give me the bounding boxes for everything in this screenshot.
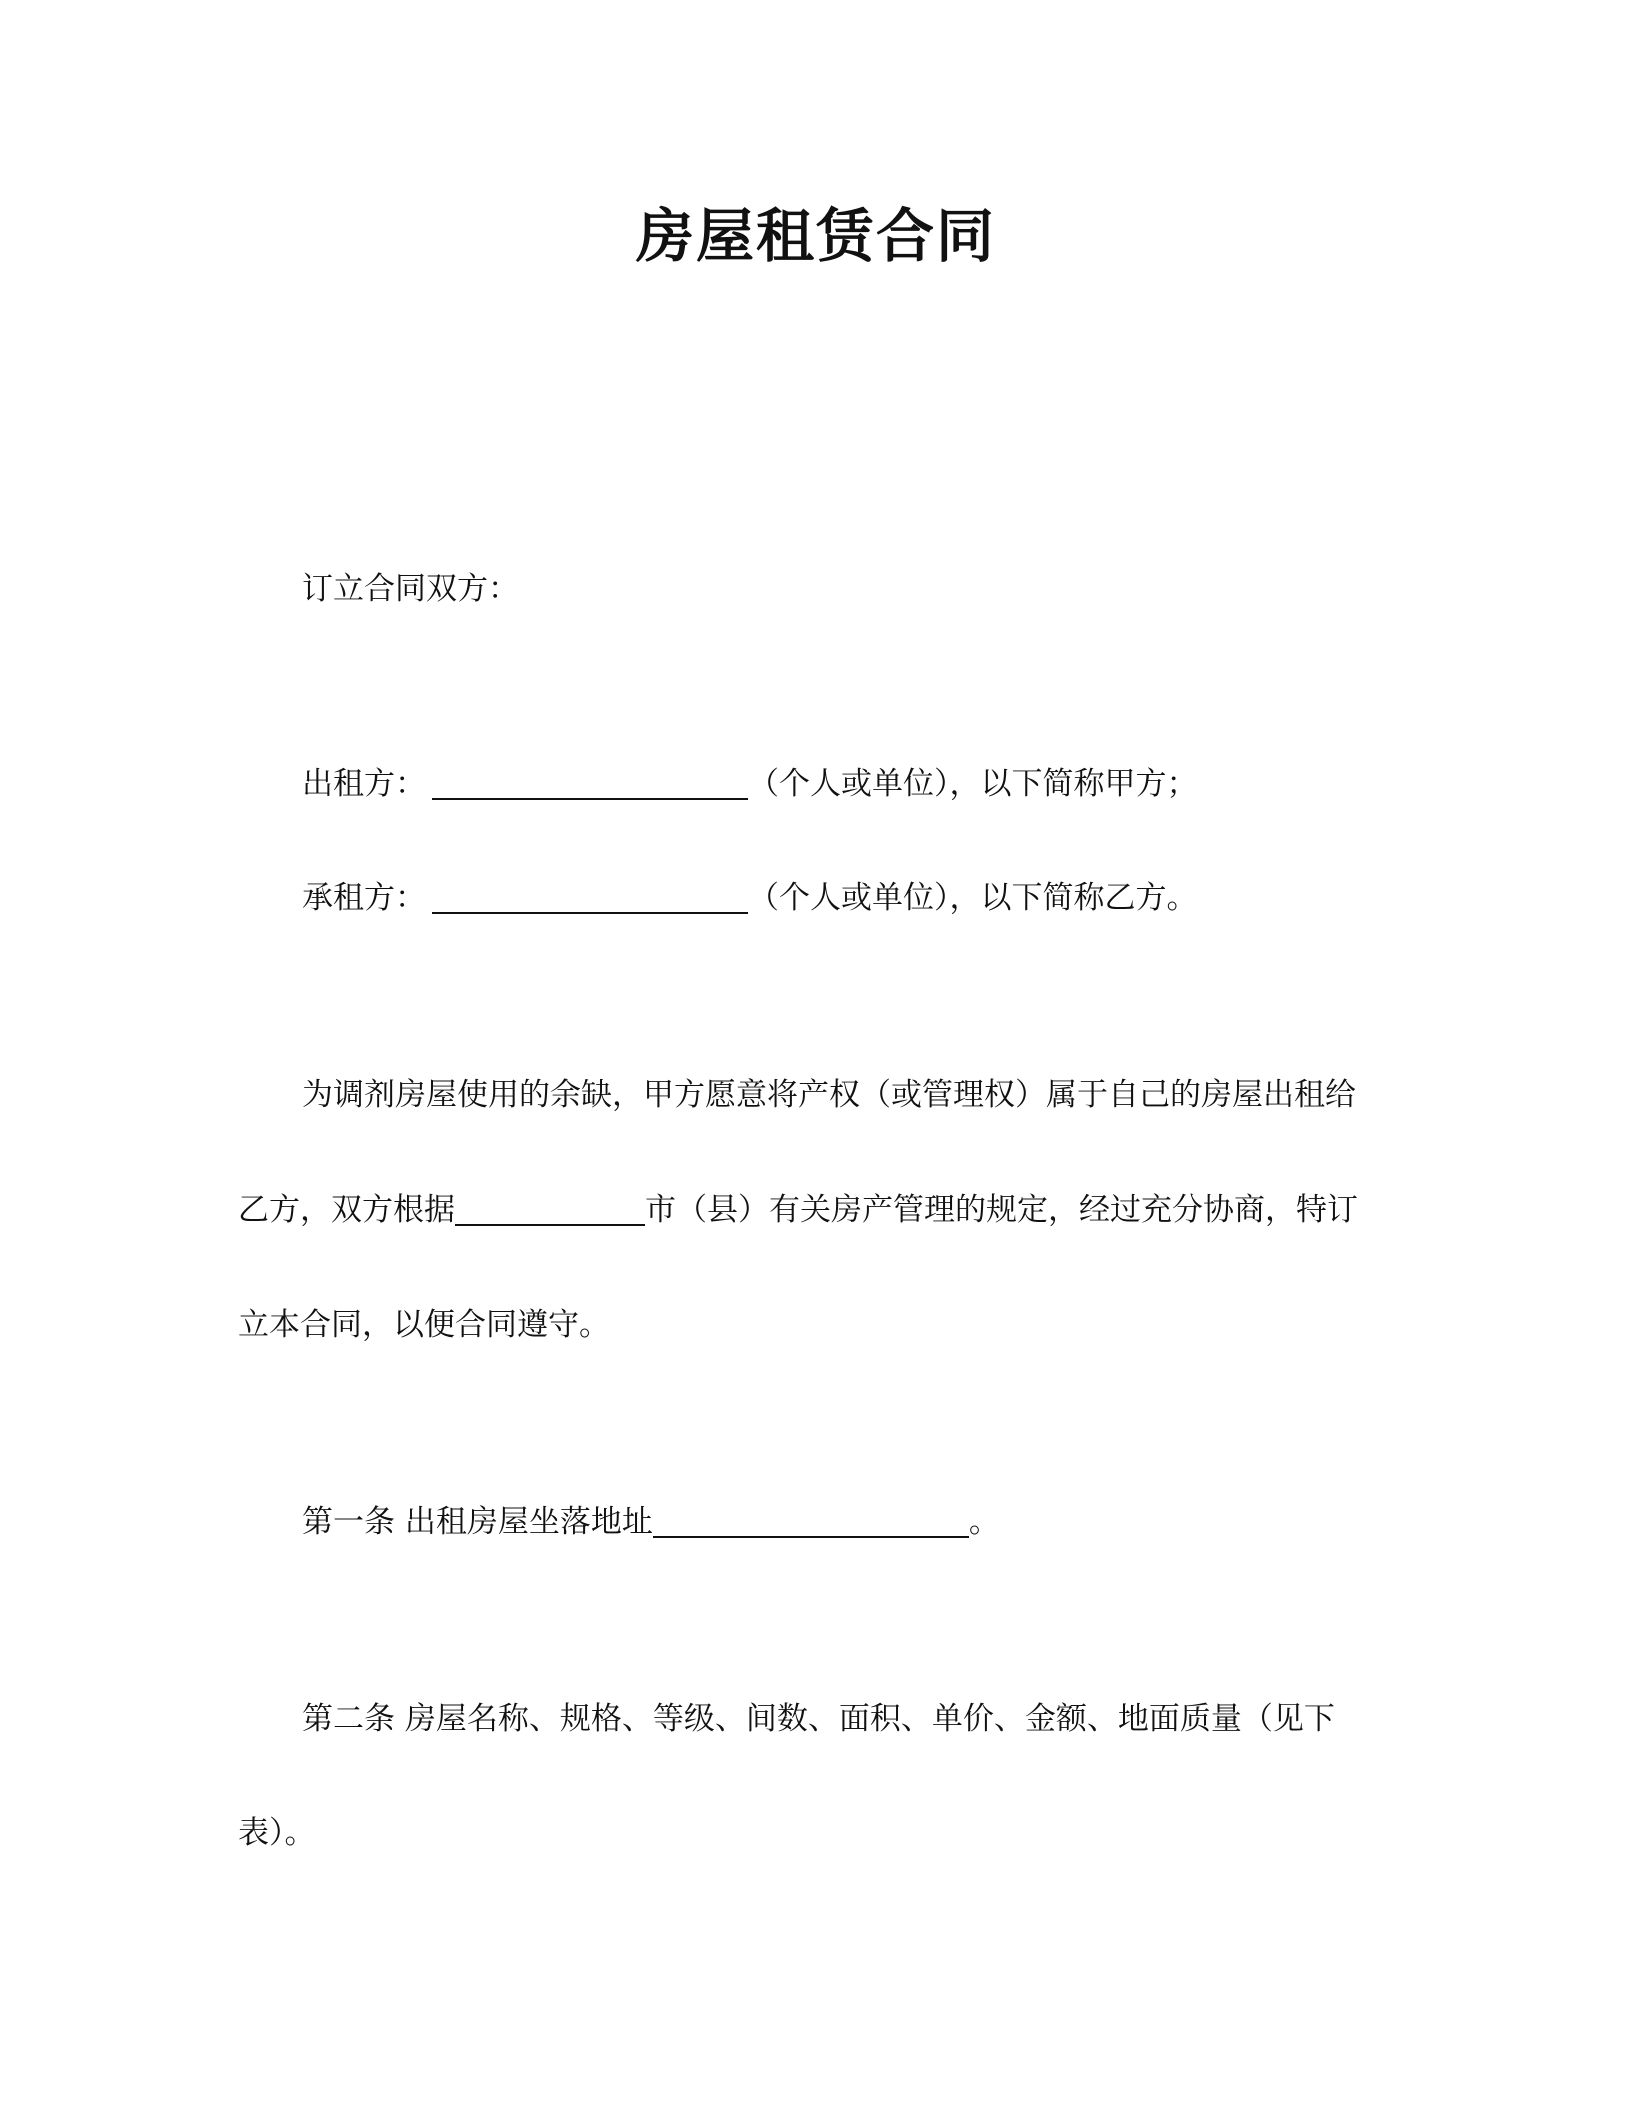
lessor-suffix: （个人或单位），以下简称甲方； (748, 766, 1198, 802)
intro-line-2 (238, 1184, 1358, 1235)
article-2-line-2: 表）。 (238, 1815, 316, 1851)
intro-line-2-start: 乙方，双方根据 (238, 1192, 455, 1228)
lessee-label: 承租方： (302, 880, 426, 916)
lessee-blank (432, 872, 748, 914)
article-1-end: 。 (968, 1504, 1000, 1540)
lessor-blank (432, 758, 748, 800)
document-title: 房屋租赁合同 (635, 202, 996, 270)
intro-line-1: 为调剂房屋使用的余缺，甲方愿意将产权（或管理权）属于自己的房屋出租给 (302, 1077, 1356, 1113)
article-2-line-1: 第二条 房屋名称、规格、等级、间数、面积、单价、金额、地面质量（见下 (302, 1701, 1335, 1737)
article-1-text: 第一条 出租房屋坐落地址 (302, 1504, 653, 1540)
lessor-label: 出租方： (302, 766, 426, 802)
city-blank (455, 1184, 645, 1226)
intro-line-2-end: 市（县）有关房产管理的规定，经过充分协商，特订 (645, 1192, 1358, 1228)
lessee-suffix: （个人或单位），以下简称乙方。 (748, 880, 1198, 916)
address-blank (653, 1496, 969, 1538)
lessor-line (302, 758, 1198, 809)
intro-line-3: 立本合同，以便合同遵守。 (238, 1307, 610, 1343)
article-1 (302, 1496, 1000, 1547)
lessee-line (302, 872, 1198, 923)
parties-heading: 订立合同双方： (302, 571, 519, 607)
